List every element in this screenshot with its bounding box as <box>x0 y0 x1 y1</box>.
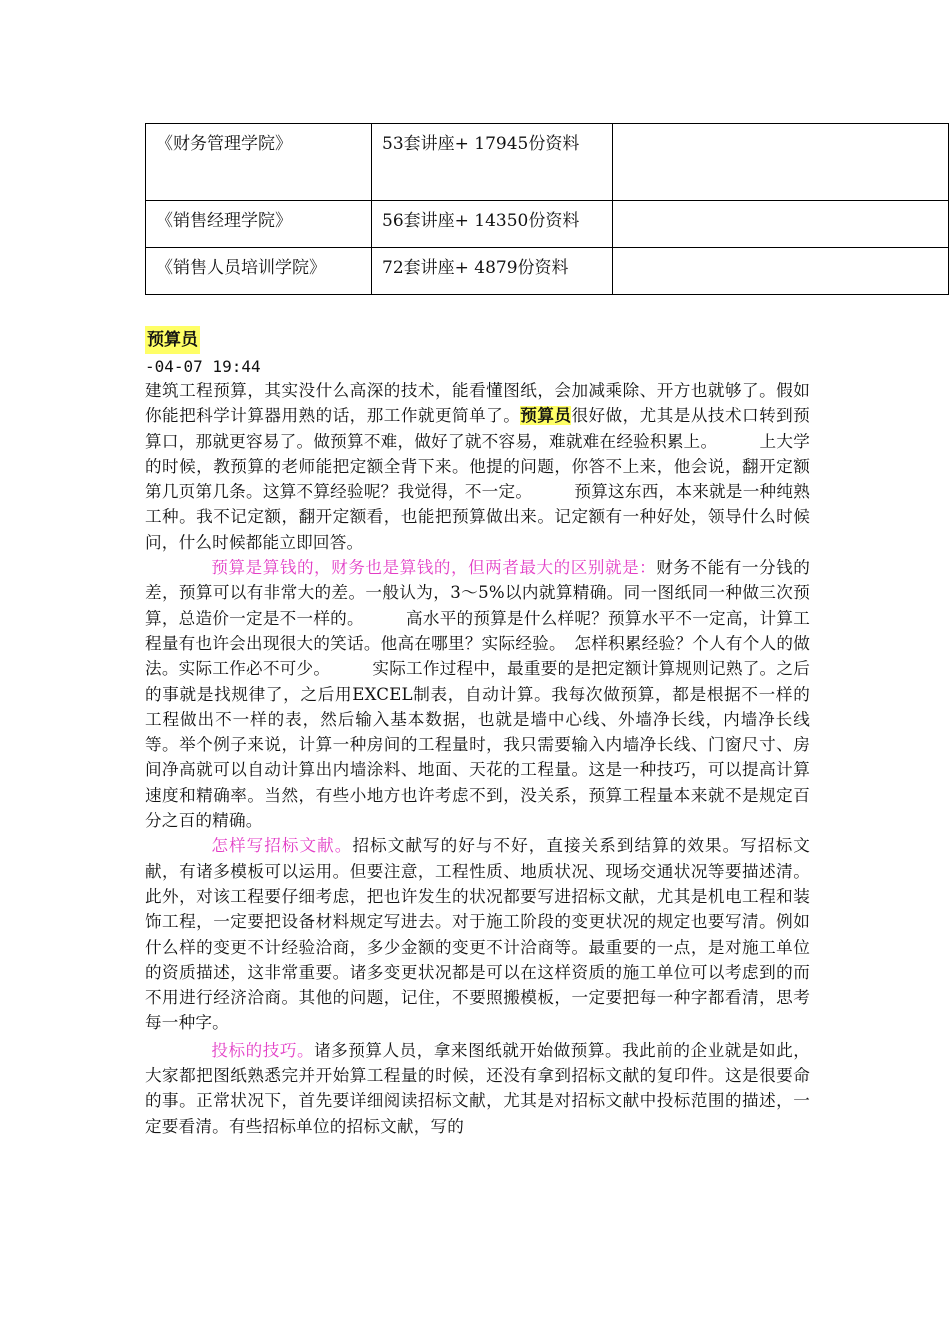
catalog-name-cell: 《财务管理学院》 <box>146 124 372 201</box>
article <box>145 326 810 1139</box>
catalog-note-cell <box>613 124 949 201</box>
article-title: 预算员 <box>145 326 200 354</box>
paragraph-text: 很好做，尤其是从技术口转到预算口，那就更容易了。做预算不难，做好了就不容易，难就难在经验积累上。 上大学的时候，教预算的老师能把定额全背下来。他提的问题，你答不上来，他会说，翻开定额第几页第几条。这算不算经验呢？我觉得，不一定。 预算这东西，本来就是一种纯熟工种。我不记定额，翻开定额看，也能把预算做出来。记定额有一种好处，领导什么时候问，什么时候都能立即回答。 <box>145 406 810 552</box>
article-body <box>145 378 810 1139</box>
paragraph-intro <box>145 378 810 555</box>
paragraph-text: 诸多预算人员，拿来图纸就开始做预算。我此前的企业就是如此，大家都把图纸熟悉完并开始算工程量的时候，还没有拿到招标文献的复印件。这是很要命的事。正常状况下，首先要详细阅读招标文献，尤其是对招标文献中投标范围的描述，一定要看清。有些招标单位的招标文献，写的 <box>145 1040 810 1136</box>
catalog-detail-cell: 56套讲座+ 14350份资料 <box>372 201 613 248</box>
paragraph-text: 招标文献写的好与不好，直接关系到结算的效果。写招标文献，有诸多模板可以运用。但要注意，工程性质、地质状况、现场交通状况等要描述清。此外，对该工程要仔细考虑，把也许发生的状况都要写进招标文献，尤其是机电工程和装饰工程，一定要把设备材料规定写进去。对于施工阶段的变更状况的规定也要写清。例如什么样的变更不计经验洽商，多少金额的变更不计洽商等。最重要的一点，是对施工单位的资质描述，这非常重要。诸多变更状况都是可以在这样资质的施工单位可以考虑到的而不用进行经济洽商。其他的问题，记住，不要照搬模板，一定要把每一种字都看清，思考每一种字。 <box>145 836 810 1033</box>
section-heading: 预算是算钱的，财务也是算钱的，但两者最大的区别就是： <box>211 558 657 578</box>
paragraph-text: 建筑工程预算，其实没什么高深的技术，能看懂图纸，会加减乘除、开方也就够了。假如你能把科学计算器用熟的话，那工作就更简单了。 <box>145 381 810 426</box>
highlighted-keyword: 预算员 <box>520 406 572 426</box>
catalog-name-cell: 《销售人员培训学院》 <box>146 248 372 295</box>
section-heading: 怎样写招标文献。 <box>211 836 353 856</box>
resource-catalog-table <box>145 123 949 295</box>
table-row <box>146 124 949 201</box>
paragraph-difference <box>145 555 810 833</box>
paragraph-tender-docs <box>145 833 810 1035</box>
catalog-detail-cell: 53套讲座+ 17945份资料 <box>372 124 613 201</box>
catalog-detail-cell: 72套讲座+ 4879份资料 <box>372 248 613 295</box>
article-date: -04-07 19:44 <box>145 357 261 376</box>
catalog-note-cell <box>613 201 949 248</box>
table-row <box>146 201 949 248</box>
catalog-note-cell <box>613 248 949 295</box>
paragraph-text: 财务不能有一分钱的差，预算可以有非常大的差。一般认为，3～5%以内就算精确。同一图纸同一种做三次预算，总造价一定是不一样的。 高水平的预算是什么样呢？预算水平不一定高，计算工程量有也许会出现很大的笑话。他高在哪里？实际经验。 怎样积累经验？个人有个人的做法。实际工作必不可少。 实际工作过程中，最重要的是把定额计算规则记熟了。之后的事就是找规律了，之后用EXCEL制表，自动计算。我每次做预算，都是根据不一样的工程做出不一样的表，然后输入基本数据，也就是墙中心线、外墙净长线，内墙净长线等。举个例子来说，计算一种房间的工程量时，我只需要输入内墙净长线、门窗尺寸、房间净高就可以自动计算出内墙涂料、地面、天花的工程量。这是一种技巧，可以提高计算速度和精确率。当然，有些小地方也许考虑不到，没关系，预算工程量本来就不是规定百分之百的精确。 <box>145 558 810 831</box>
catalog-name-cell: 《销售经理学院》 <box>146 201 372 248</box>
paragraph-bidding <box>145 1038 810 1139</box>
table-row <box>146 248 949 295</box>
section-heading: 投标的技巧。 <box>211 1040 315 1060</box>
